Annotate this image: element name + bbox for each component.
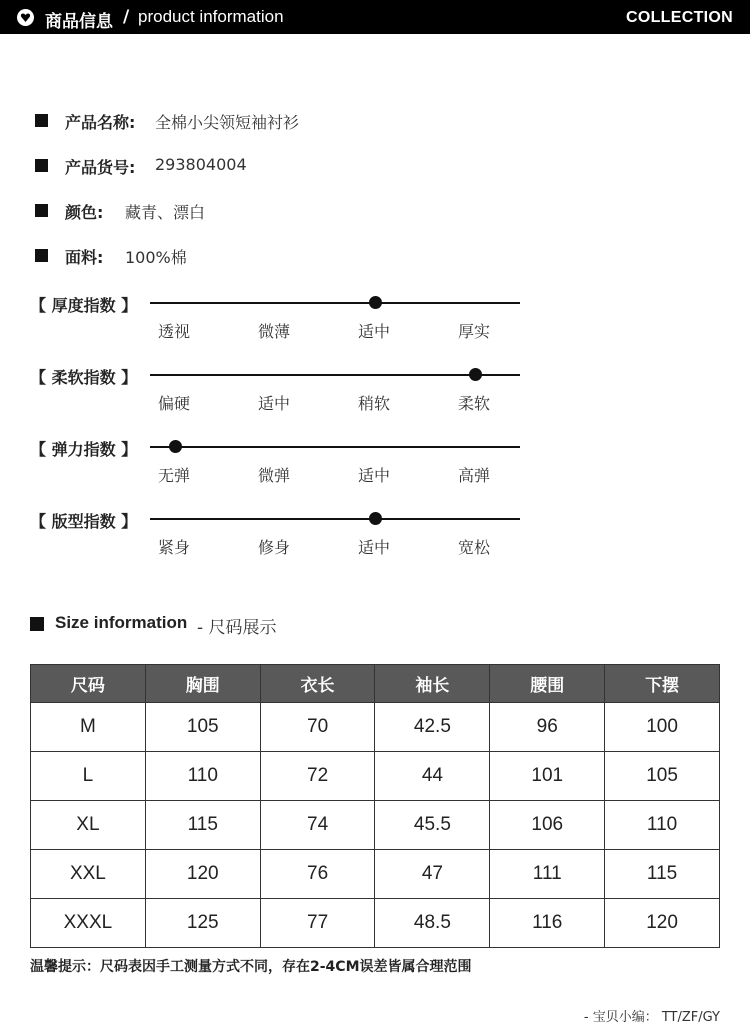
- table-row: [31, 752, 720, 801]
- product-sku-label: 产品货号:: [65, 158, 136, 177]
- table-cell: 115: [145, 801, 260, 850]
- index-marker: [369, 296, 382, 309]
- table-cell: L: [31, 752, 146, 801]
- index-label: 【 版型指数 】: [30, 512, 138, 531]
- index-option: 适中: [358, 466, 391, 485]
- table-cell: 70: [260, 703, 375, 752]
- size-note: 温馨提示：尺码表因手工测量方式不同，存在2-4CM误差皆属合理范围: [30, 959, 472, 975]
- index-option: 偏硬: [158, 394, 191, 413]
- table-cell: 48.5: [375, 899, 490, 948]
- softness-index: [0, 365, 750, 425]
- square-bullet-icon: [35, 159, 48, 172]
- product-fabric-label: 面料:: [65, 248, 104, 267]
- table-header-cell: 尺码: [31, 665, 146, 703]
- index-option: 适中: [258, 394, 291, 413]
- table-header-cell: 袖长: [375, 665, 490, 703]
- header-bar: [0, 0, 750, 34]
- header-separator: /: [123, 7, 130, 27]
- table-cell: 120: [145, 850, 260, 899]
- square-bullet-icon: [35, 249, 48, 262]
- table-cell: 115: [605, 850, 720, 899]
- product-fabric-value: 100%棉: [125, 248, 187, 267]
- index-marker: [169, 440, 182, 453]
- table-row: [31, 801, 720, 850]
- index-option: 无弹: [158, 466, 191, 485]
- table-cell: 44: [375, 752, 490, 801]
- index-track: [150, 302, 520, 304]
- table-cell: 100: [605, 703, 720, 752]
- fit-index: [0, 509, 750, 569]
- index-option: 厚实: [458, 322, 491, 341]
- square-bullet-icon: [35, 114, 48, 127]
- index-track: [150, 446, 520, 448]
- size-title-en: Size information: [55, 613, 188, 632]
- index-track: [150, 374, 520, 376]
- table-row: [31, 850, 720, 899]
- product-color-value: 藏青、漂白: [125, 203, 206, 222]
- table-cell: 74: [260, 801, 375, 850]
- table-cell: 72: [260, 752, 375, 801]
- table-cell: XXXL: [31, 899, 146, 948]
- index-option: 稍软: [358, 394, 391, 413]
- table-cell: 76: [260, 850, 375, 899]
- heart-badge-icon: [17, 9, 34, 26]
- table-cell: 120: [605, 899, 720, 948]
- table-header-row: [31, 665, 720, 703]
- header-title-cn: 商品信息: [45, 12, 113, 32]
- index-label: 【 弹力指数 】: [30, 440, 138, 459]
- index-option: 高弹: [458, 466, 491, 485]
- index-marker: [469, 368, 482, 381]
- product-color-label: 颜色:: [65, 203, 104, 222]
- index-option: 修身: [258, 538, 291, 557]
- table-header-cell: 衣长: [260, 665, 375, 703]
- index-option: 适中: [358, 322, 391, 341]
- table-cell: 106: [490, 801, 605, 850]
- table-cell: 101: [490, 752, 605, 801]
- table-header-cell: 腰围: [490, 665, 605, 703]
- header-collection: COLLECTION: [626, 9, 733, 26]
- table-cell: 125: [145, 899, 260, 948]
- product-sku-value: 293804004: [155, 155, 247, 174]
- index-option: 微薄: [258, 322, 291, 341]
- elasticity-index: [0, 437, 750, 497]
- index-option: 透视: [158, 322, 191, 341]
- table-cell: 110: [145, 752, 260, 801]
- table-cell: 111: [490, 850, 605, 899]
- index-option: 宽松: [458, 538, 491, 557]
- editor-credit: - 宝贝小编： TT/ZF/GY: [583, 1010, 720, 1025]
- size-table: [30, 664, 720, 948]
- table-cell: XXL: [31, 850, 146, 899]
- product-name-value: 全棉小尖领短袖衬衫: [155, 113, 300, 132]
- square-bullet-icon: [30, 617, 44, 631]
- table-cell: XL: [31, 801, 146, 850]
- square-bullet-icon: [35, 204, 48, 217]
- table-cell: 105: [145, 703, 260, 752]
- index-label: 【 柔软指数 】: [30, 368, 138, 387]
- table-cell: 45.5: [375, 801, 490, 850]
- thickness-index: [0, 293, 750, 353]
- index-track: [150, 518, 520, 520]
- size-title-cn: - 尺码展示: [197, 618, 277, 638]
- table-cell: 77: [260, 899, 375, 948]
- product-name-label: 产品名称:: [65, 113, 136, 132]
- table-row: [31, 899, 720, 948]
- header-title-en: product information: [138, 7, 284, 26]
- table-header-cell: 下摆: [605, 665, 720, 703]
- table-cell: 116: [490, 899, 605, 948]
- table-cell: 105: [605, 752, 720, 801]
- index-option: 柔软: [458, 394, 491, 413]
- index-marker: [369, 512, 382, 525]
- index-option: 紧身: [158, 538, 191, 557]
- table-row: [31, 703, 720, 752]
- index-option: 微弹: [258, 466, 291, 485]
- table-cell: 96: [490, 703, 605, 752]
- table-header-cell: 胸围: [145, 665, 260, 703]
- index-label: 【 厚度指数 】: [30, 296, 138, 315]
- table-cell: 110: [605, 801, 720, 850]
- table-cell: M: [31, 703, 146, 752]
- index-option: 适中: [358, 538, 391, 557]
- table-cell: 47: [375, 850, 490, 899]
- table-cell: 42.5: [375, 703, 490, 752]
